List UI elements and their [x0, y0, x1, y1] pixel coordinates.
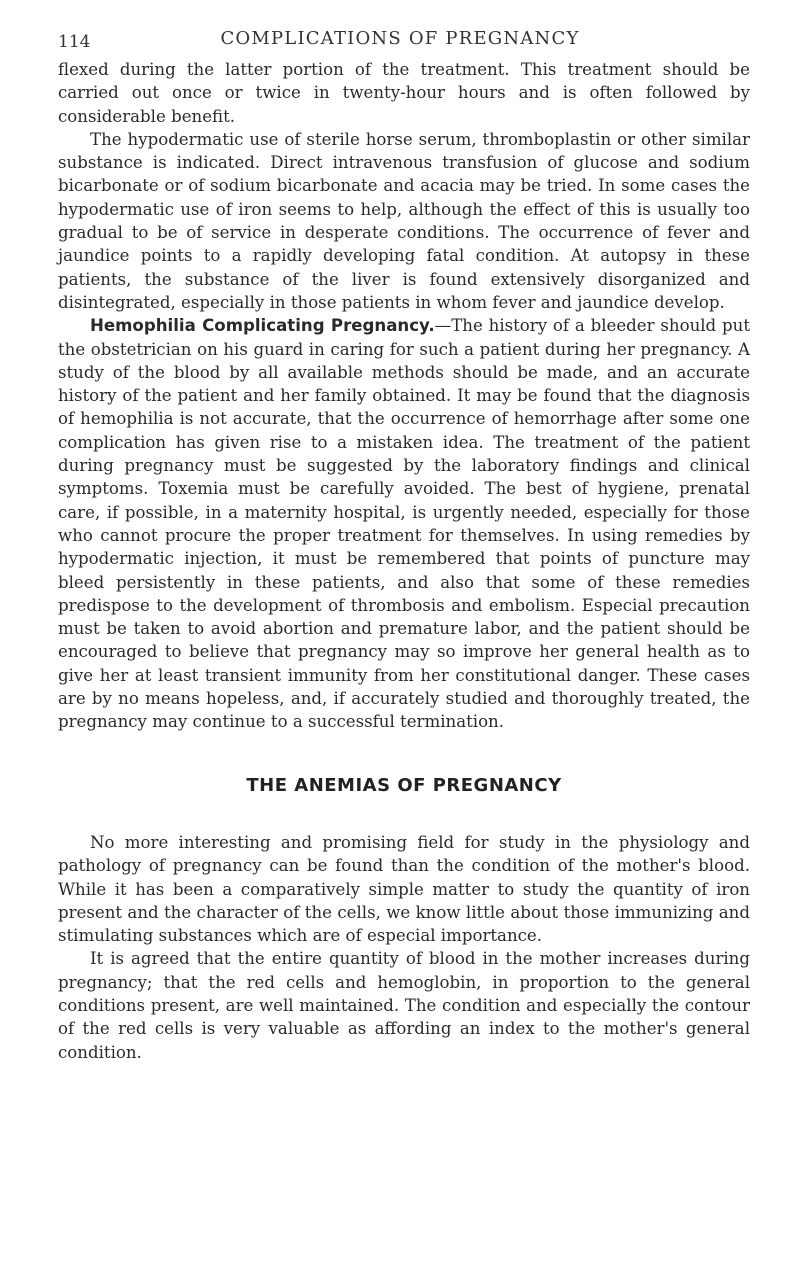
page-number: 114: [58, 32, 91, 52]
paragraph-hemophilia: [58, 314, 750, 733]
paragraph-treatment: The hypodermatic use of sterile horse serum, thromboplastin or other similar substance is indicated. Direct intravenous transfusion of glucose and sodium bicarbonate or of sodium bicarbonate and acacia may be tried. In some cases the hypodermatic use of iron seems to help, although the effect of this is usually too gradual to be of service in desperate conditions. The occurrence of fever and jaundice points to a rapidly developing fatal condition. At autopsy in these patients, the substance of the liver is found extensively disorganized and disintegrated, especially in those patients in whom fever and jaundice develop.: [58, 129, 750, 312]
hemophilia-text: —The history of a bleeder should put the obstetrician on his guard in caring for such a patient during her pregnancy. A study of the blood by all available methods should be made, and an accurate history of the patient and her family obtained. It may be found that the diagnosis of hemophilia is not accurate, that the occurrence of hemorrhage after some one complication has given rise to a mistaken idea. The treatment of the patient during pregnancy must be suggested by the laboratory findings and clinical symptoms. Toxemia must be carefully avoided. The best of hygiene, prenatal care, if possible, in a maternity hospital, is urgently needed, especially for those who cannot procure the proper treatment for themselves. In using remedies by hypodermatic injection, it must be remembered that points of puncture may bleed persistently in these patients, and also that some of these remedies predispose to the development of thrombosis and embolism. Especial precaution must be taken to avoid abortion and premature labor, and the patient should be encouraged to believe that pregnancy may so improve her general health as to give her at least transient immunity from her constitutional danger. These cases are by no means hopeless, and, if accurately studied and thoroughly treated, the pregnancy may continue to a successful termination.: [58, 316, 750, 732]
paragraph-anemias-blood: It is agreed that the entire quantity of blood in the mother increases during pregnancy; that the red cells and hemoglobin, in proportion to the general conditions present, are well maintained. The condition and especially the contour of the red cells is very valuable as affording an index to the mother's general condition.: [58, 949, 750, 1062]
running-head: COMPLICATIONS OF PREGNANCY: [220, 28, 580, 49]
paragraph-anemias-intro: No more interesting and promising field for study in the physiology and pathology of pregnancy can be found than the condition of the mother's blood. While it has been a comparatively simple matter to study the quantity of iron present and the character of the cells, we know little about those immunizing and stimulating substances which are of especial importance.: [58, 832, 750, 946]
section-title: THE ANEMIAS OF PREGNANCY: [246, 774, 562, 796]
page-header: [58, 24, 742, 54]
hemophilia-heading: Hemophilia Complicating Pregnancy.: [90, 316, 435, 336]
page-body: [58, 58, 750, 1064]
paragraph-continuation: flexed during the latter portion of the treatment. This treatment should be carried out once or twice in twenty-hour hours and is often followed by considerable benefit.: [58, 60, 750, 126]
